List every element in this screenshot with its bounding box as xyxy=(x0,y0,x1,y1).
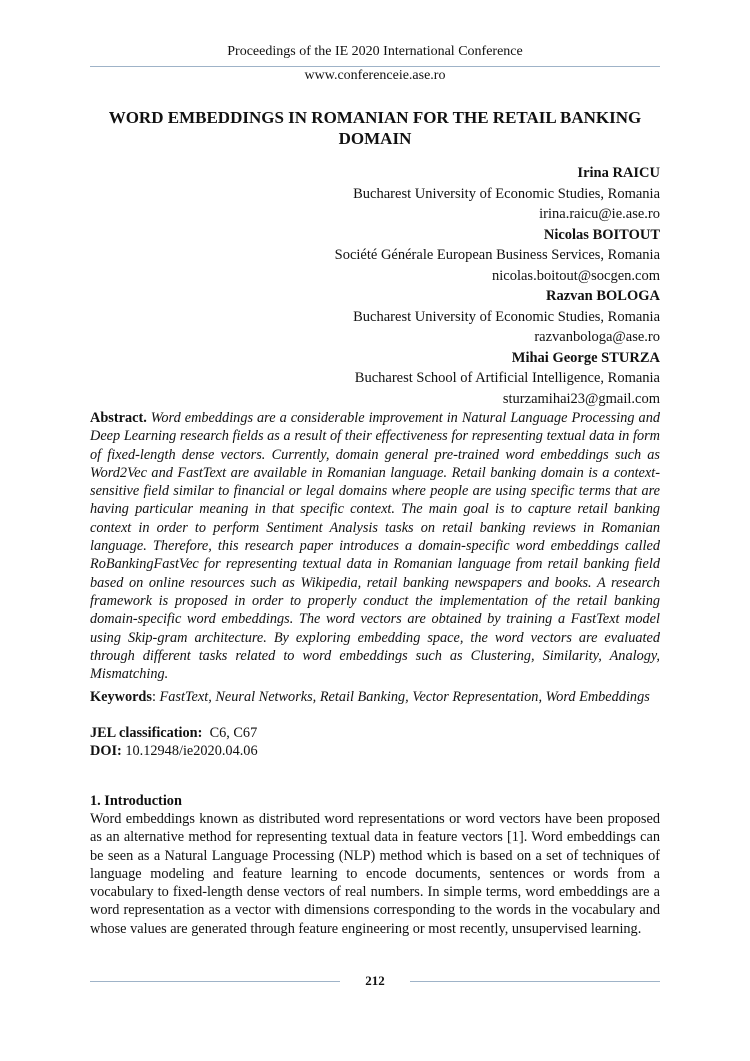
author-affiliation: Bucharest University of Economic Studies, Romania xyxy=(353,308,660,325)
jel-label: JEL classification: xyxy=(90,725,203,741)
author-affiliation: Société Générale European Business Services, Romania xyxy=(334,247,660,263)
section-body: Word embeddings known as distributed word representations or word vectors have been proposed as an alternative method for representing textual data in feature vectors [1]. Word embeddings can be seen as a Natural Language Processing (NLP) method which is based on a set of techniques of language modeling and feature learning to encode documents, sentences or words from a vocabulary to fixed-length dense vectors of real numbers. In simple terms, word embeddings are a word representation as a vector with dimensions corresponding to the words in the vocabulary and whose values are generated through feature engineering or most recently, unsupervised learning. xyxy=(90,811,660,937)
doi-label: DOI: xyxy=(90,743,122,759)
author-block xyxy=(335,163,660,409)
keywords-text: FastText, Neural Networks, Retail Banking, Vector Representation, Word Embeddings xyxy=(159,689,650,705)
keywords: Keywords: FastText, Neural Networks, Retail Banking, Vector Representation, Word Embeddings xyxy=(90,689,650,705)
abstract-text: Word embeddings are a considerable improvement in Natural Language Processing and Deep Learning research fields as a result of their effectiveness for representing textual data in form of fixed-length dense vectors. Currently, domain general pre-trained word embeddings such as Word2Vec and FastText are available in Romanian language. Retail banking domain is a context-sensitive field similar to financial or legal domains where people are using specific terms that are having particular meaning in that specific context. The main goal is to capture retail banking context in order to perform Sentiment Analysis tasks on retail banking reviews in Romanian language. Therefore, this research paper introduces a domain-specific word embeddings called RoBankingFastVec for representing textual data in Romanian language from retail banking field based on online resources such as Wikipedia, retail banking newspapers and books. A research framework is proposed in order to properly conduct the implementation of the retail banking domain-specific word embeddings. The word vectors are obtained by training a FastText model using Skip-gram architecture. By exploring embedding space, the word vectors are evaluated through different tasks related to word embeddings such as Clustering, Similarity, Analogy, Mismatching. xyxy=(90,410,660,683)
abstract xyxy=(90,409,660,683)
author-email: sturzamihai23@gmail.com xyxy=(502,390,660,407)
author-email: razvanbologa@ase.ro xyxy=(534,329,660,345)
author-name: Mihai George STURZA xyxy=(511,349,660,366)
keywords-label: Keywords xyxy=(90,689,152,705)
author-name: Razvan BOLOGA xyxy=(546,288,660,304)
author-affiliation: Bucharest School of Artificial Intelligence, Romania xyxy=(354,370,660,386)
footer-divider-right xyxy=(410,981,660,982)
abstract-label: Abstract. xyxy=(90,410,147,426)
doi-value: 10.12948/ie2020.04.06 xyxy=(125,743,258,759)
page-number: 212 xyxy=(365,973,385,988)
conference-header: Proceedings of the IE 2020 International Conference xyxy=(227,44,523,59)
author-name: Nicolas BOITOUT xyxy=(543,226,660,243)
author-affiliation: Bucharest University of Economic Studies, Romania xyxy=(353,185,660,202)
author-email: irina.raicu@ie.ase.ro xyxy=(539,206,660,222)
author-name: Irina RAICU xyxy=(577,165,660,181)
header-divider xyxy=(90,66,660,67)
jel-codes: C6, C67 xyxy=(209,725,258,741)
jel-classification xyxy=(90,724,257,742)
paper-title: WORD EMBEDDINGS IN ROMANIAN FOR THE RETAIL BANKING DOMAIN xyxy=(108,108,642,148)
doi xyxy=(90,742,258,760)
conference-url: www.conferenceie.ase.ro xyxy=(304,68,446,83)
author-email: nicolas.boitout@socgen.com xyxy=(492,267,660,284)
section-heading: 1. Introduction xyxy=(90,793,182,809)
